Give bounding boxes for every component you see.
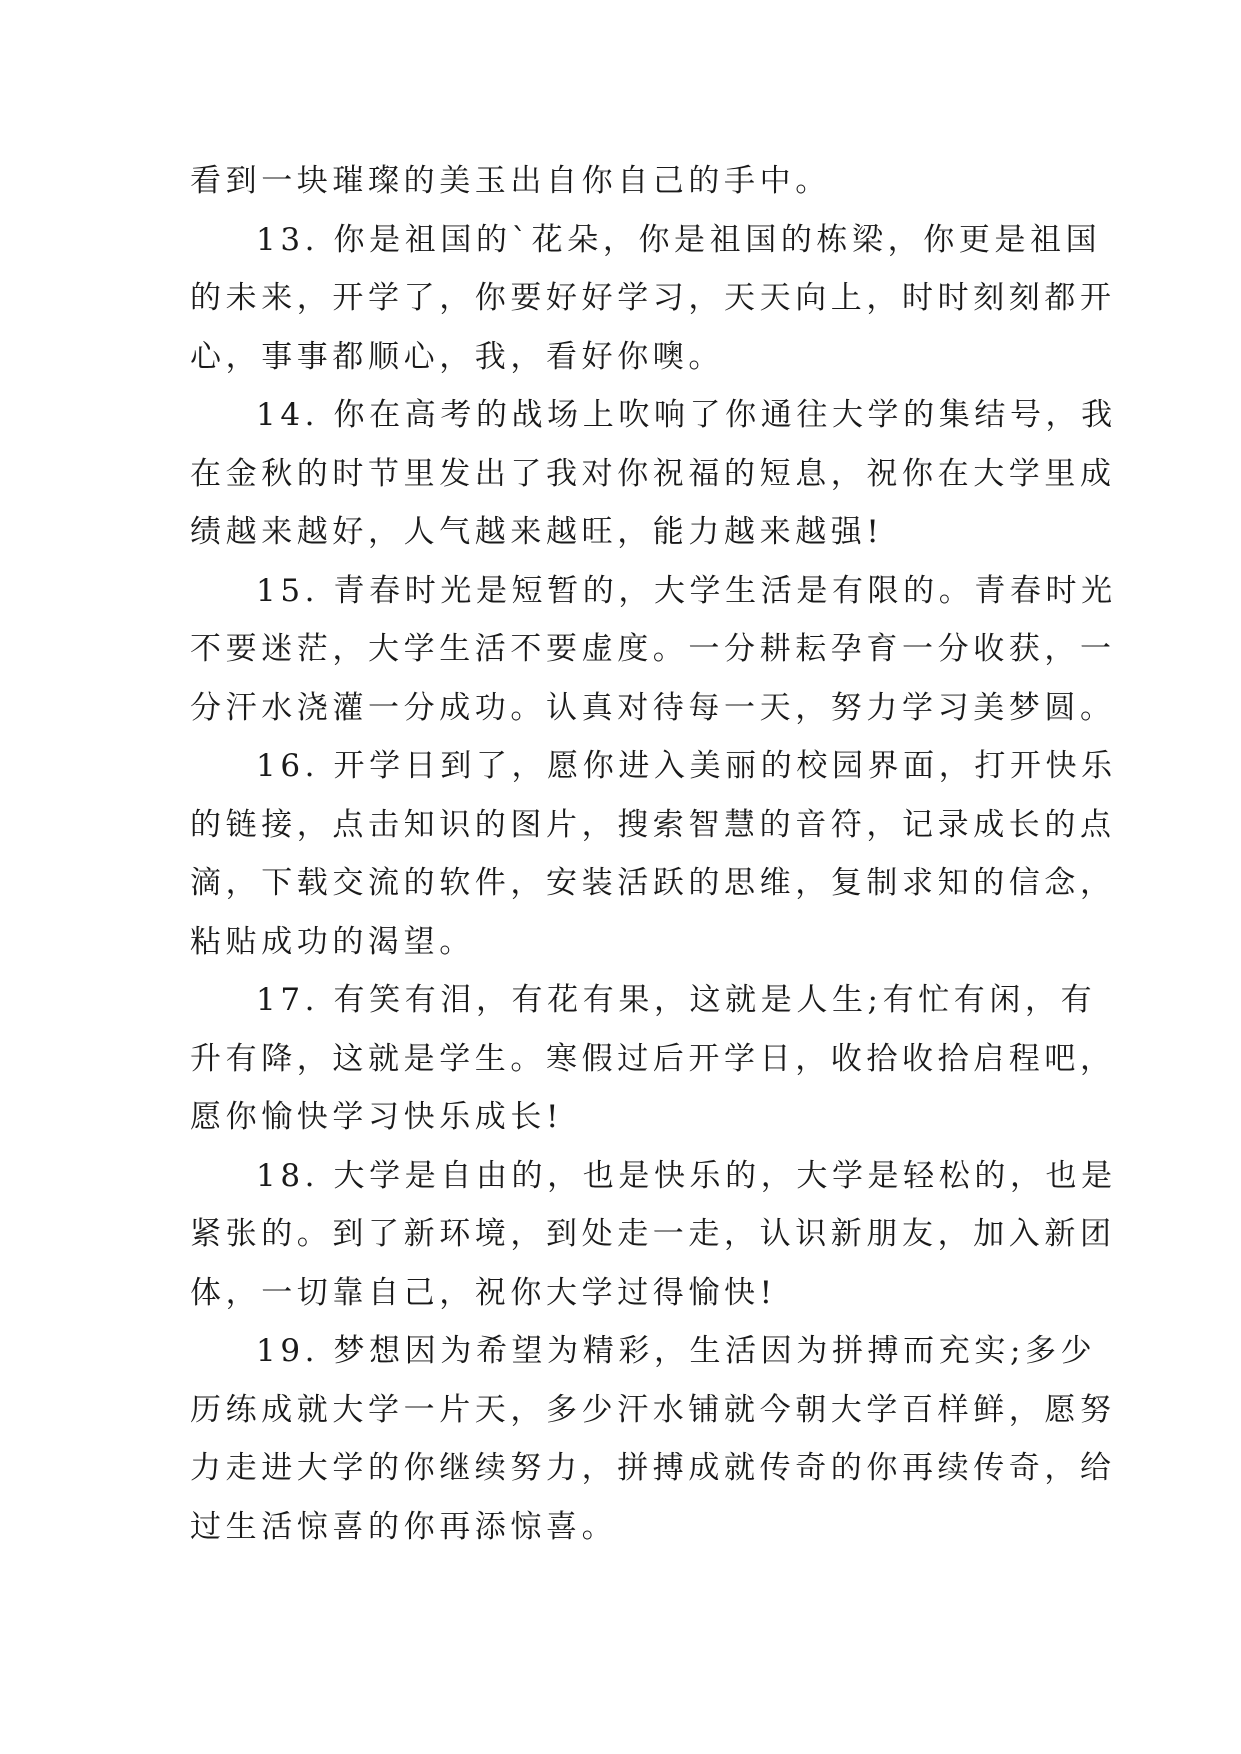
text-line: 13. 你是祖国的`花朵，你是祖国的栋梁，你更是祖国 xyxy=(256,221,1102,258)
text-line: 升有降，这就是学生。寒假过后开学日，收拾收拾启程吧， xyxy=(190,1040,1116,1077)
text-line: 看到一块璀璨的美玉出自你自己的手中。 xyxy=(190,163,831,199)
text-line: 愿你愉快学习快乐成长! xyxy=(190,1099,564,1135)
text-line: 17. 有笑有泪，有花有果，这就是人生;有忙有闲，有 xyxy=(256,982,1097,1018)
paragraph-17 xyxy=(190,971,1116,1147)
text-line: 分汗水浇灌一分成功。认真对待每一天，努力学习美梦圆。 xyxy=(190,689,1116,726)
paragraph-intro-continuation xyxy=(190,152,1070,211)
text-line: 15. 青春时光是短暂的，大学生活是有限的。青春时光 xyxy=(256,572,1117,609)
paragraph-14 xyxy=(190,386,1117,562)
text-line: 体，一切靠自己，祝你大学过得愉快! xyxy=(190,1274,777,1311)
text-line: 在金秋的时节里发出了我对你祝福的短息，祝你在大学里成 xyxy=(190,455,1116,492)
text-line: 力走进大学的你继续努力，拼搏成就传奇的你再续传奇，给 xyxy=(190,1450,1116,1486)
document-body xyxy=(190,152,1117,1556)
text-line: 历练成就大学一片天，多少汗水铺就今朝大学百样鲜，愿努 xyxy=(190,1391,1116,1428)
text-line: 心，事事都顺心，我，看好你噢。 xyxy=(190,338,724,375)
text-line: 14. 你在高考的战场上吹响了你通往大学的集结号，我 xyxy=(256,397,1117,433)
text-line: 18. 大学是自由的，也是快乐的，大学是轻松的，也是 xyxy=(256,1157,1117,1194)
text-line: 紧张的。到了新环境，到处走一走，认识新朋友，加入新团 xyxy=(190,1216,1116,1252)
text-line: 不要迷茫，大学生活不要虚度。一分耕耘孕育一分收获，一 xyxy=(190,631,1116,667)
paragraph-18 xyxy=(190,1147,1117,1323)
paragraph-16 xyxy=(190,737,1117,971)
paragraph-13 xyxy=(190,211,1116,387)
text-line: 绩越来越好，人气越来越旺，能力越来越强! xyxy=(190,514,884,550)
text-line: 过生活惊喜的你再添惊喜。 xyxy=(190,1508,618,1545)
text-line: 16. 开学日到了，愿你进入美丽的校园界面，打开快乐 xyxy=(256,748,1117,784)
text-line: 滴，下载交流的软件，安装活跃的思维，复制求知的信念， xyxy=(190,865,1116,901)
paragraph-19 xyxy=(190,1322,1116,1556)
text-line: 粘贴成功的渴望。 xyxy=(190,923,475,960)
text-line: 的链接，点击知识的图片，搜索智慧的音符，记录成长的点 xyxy=(190,806,1116,843)
text-line: 的未来，开学了，你要好好学习，天天向上，时时刻刻都开 xyxy=(190,280,1116,316)
paragraph-15 xyxy=(190,562,1117,738)
text-line: 19. 梦想因为希望为精彩，生活因为拼搏而充实;多少 xyxy=(256,1333,1097,1369)
